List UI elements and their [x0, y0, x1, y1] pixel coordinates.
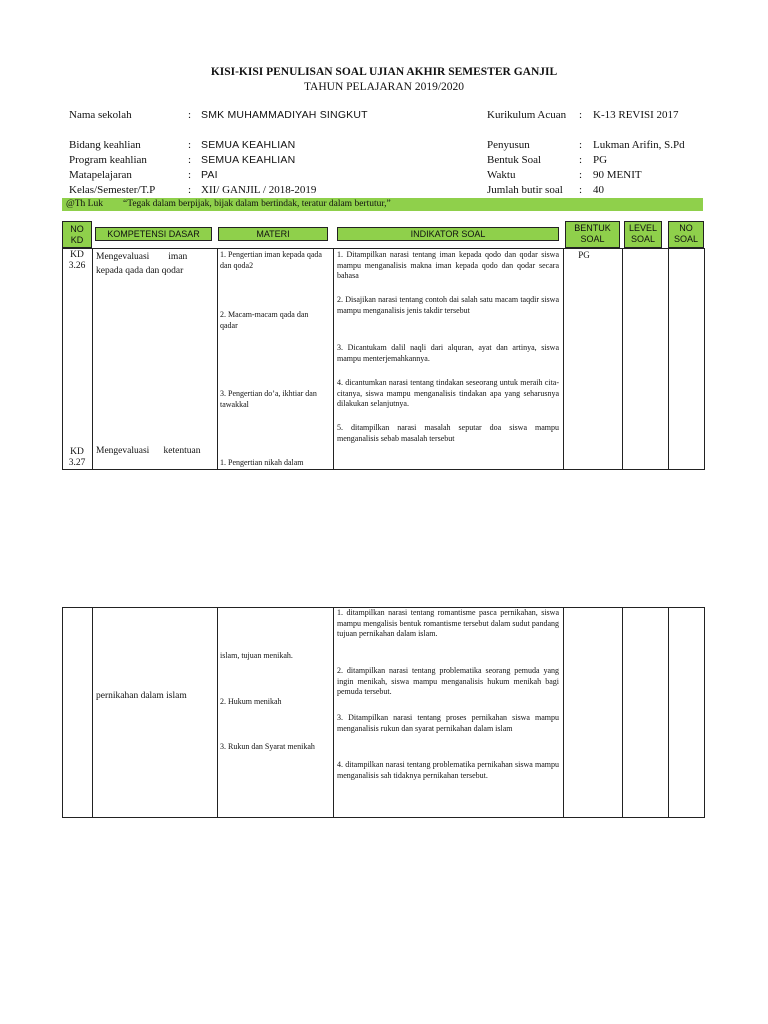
materi-item: 2. Hukum menikah: [220, 697, 282, 706]
waktu-value: 90 MENIT: [593, 169, 642, 181]
document-title: KISI-KISI PENULISAN SOAL UJIAN AKHIR SEMESTER GANJIL: [210, 66, 558, 78]
colon: :: [188, 139, 192, 151]
kd-number: KD 3.26: [68, 250, 86, 271]
mapel-label: Matapelajaran: [69, 169, 132, 181]
header-bentuk: BENTUK SOAL: [565, 221, 620, 248]
materi-item: 1. Pengertian iman kepada qada dan qoda2: [220, 250, 322, 270]
indikator-item: 1. ditampilkan narasi tentang romantisme pasca pernikahan, siswa mampu mengalisis bentuk romantisme tersebut dalam sudut pandang tujuan pernikahan dalam islam.: [337, 608, 559, 638]
penyusun-value: Lukman Arifin, S.Pd: [593, 139, 685, 151]
jumlah-label: Jumlah butir soal: [487, 184, 563, 196]
colon: :: [579, 109, 583, 121]
document-subtitle: TAHUN PELAJARAN 2019/2020: [303, 81, 465, 93]
program-label: Program keahlian: [69, 154, 147, 166]
nama-sekolah-label: Nama sekolah: [69, 109, 132, 121]
bidang-value: SEMUA KEAHLIAN: [201, 139, 296, 151]
indikator-item: 3. Dicantukam dalil naqli dari alquran, ayat dan artinya, siswa mampu menterjemahkannya.: [337, 343, 559, 363]
nama-sekolah-value: SMK MUHAMMADIYAH SINGKUT: [201, 109, 368, 121]
colon: :: [579, 169, 583, 181]
header-materi: MATERI: [218, 227, 328, 241]
header-no-kd: NO KD: [62, 221, 92, 248]
kompetensi-cell: Mengevaluasi iman kepada qada dan qodar: [96, 252, 188, 276]
indikator-item: 5. ditampilkan narasi masalah seputar doa siswa mampu menganalisis sebab masalah tersebut: [337, 423, 559, 443]
kurikulum-label: Kurikulum Acuan: [487, 109, 567, 121]
colon: :: [188, 169, 192, 181]
program-value: SEMUA KEAHLIAN: [201, 154, 296, 166]
motto-author: @Th Luk: [66, 199, 103, 209]
colon: :: [188, 109, 192, 121]
header-kompetensi: KOMPETENSI DASAR: [95, 227, 212, 241]
bentuk-cell: PG: [578, 250, 590, 260]
kompetensi-cell: Mengevaluasi ketentuan: [96, 446, 201, 456]
indikator-item: 2. Disajikan narasi tentang contoh dai salah satu macam taqdir siswa mampu menganalisis jenis takdir tersebut: [337, 295, 559, 315]
indikator-item: 3. Ditampilkan narasi tentang proses pernikahan siswa mampu menganalisis rukun dan syarat pernikahan dalam islam: [337, 713, 559, 733]
colon: :: [579, 139, 583, 151]
kelas-value: XII/ GANJIL / 2018-2019: [201, 184, 317, 196]
kelas-label: Kelas/Semester/T.P: [69, 184, 156, 196]
indikator-item: 4. dicantumkan narasi tentang tindakan seseorang untuk meraih cita-citanya, siswa mampu menganalisis tindakan apa yang seharusnya dilakukan selanjutnya.: [337, 378, 559, 408]
materi-item: 3. Pengertian do’a, ikhtiar dan tawakkal: [220, 389, 317, 409]
bentuk-label: Bentuk Soal: [487, 154, 542, 166]
header-level: LEVEL SOAL: [624, 221, 662, 248]
materi-item: 3. Rukun dan Syarat menikah: [220, 742, 315, 751]
motto-bar: [62, 198, 703, 211]
bentuk-value: PG: [593, 154, 608, 166]
bidang-label: Bidang keahlian: [69, 139, 141, 151]
indikator-item: 4. ditampilkan narasi tentang problematika pernikahan siswa mampu menganalisis sah tidaknya pernikahan tersebut.: [337, 760, 559, 780]
kd-number: KD 3.27: [68, 447, 86, 468]
colon: :: [188, 184, 192, 196]
colon: :: [579, 154, 583, 166]
jumlah-value: 40: [593, 184, 604, 196]
header-indikator: INDIKATOR SOAL: [337, 227, 559, 241]
materi-item: islam, tujuan menikah.: [220, 651, 293, 660]
waktu-label: Waktu: [487, 169, 516, 181]
indikator-item: 1. Ditampilkan narasi tentang iman kepada qodo dan qodar siswa mampu menganalisis makna iman kepada qodo dan qodar secara bahasa: [337, 250, 559, 280]
motto-quote: “Tegak dalam berpijak, bijak dalam bertindak, teratur dalam bertutur,”: [122, 199, 391, 209]
materi-item: 1. Pengertian nikah dalam: [220, 458, 304, 467]
materi-item: 2. Macam-macam qada dan qadar: [220, 310, 309, 330]
header-no-soal: NO SOAL: [668, 221, 704, 248]
mapel-value: PAI: [201, 169, 218, 181]
indikator-item: 2. ditampilkan narasi tentang problematika seorang pemuda yang ingin menikah, siswa mampu menganalisis hukum menikah bagi pemuda tersebut.: [337, 666, 559, 696]
kurikulum-value: K-13 REVISI 2017: [593, 109, 679, 121]
kompetensi-cell: pernikahan dalam islam: [96, 691, 187, 701]
colon: :: [579, 184, 583, 196]
penyusun-label: Penyusun: [487, 139, 530, 151]
colon: :: [188, 154, 192, 166]
